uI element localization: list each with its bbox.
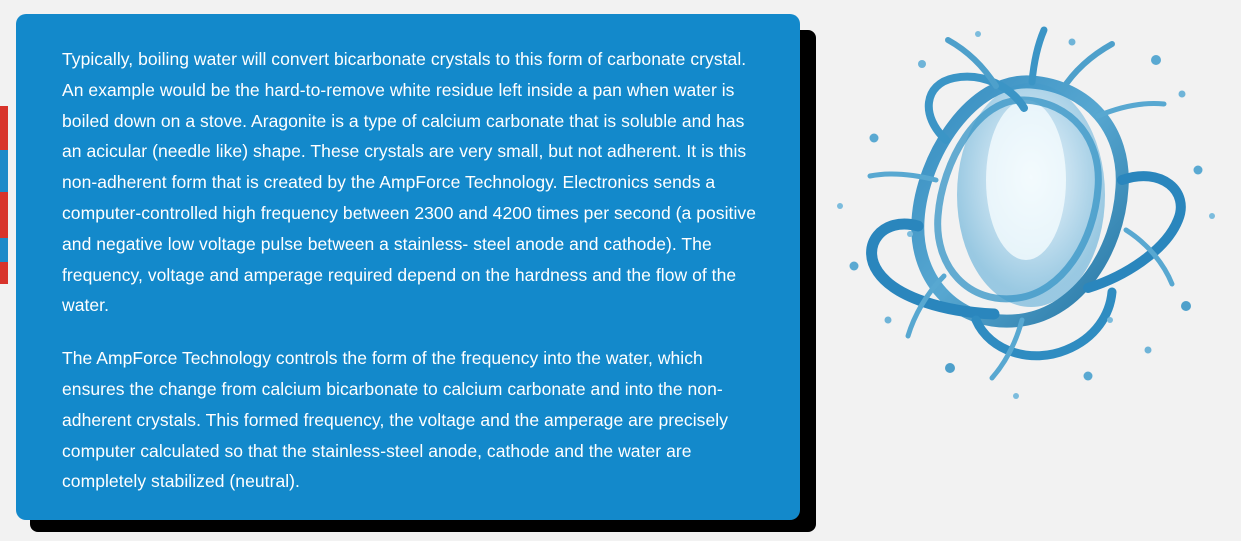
edge-strip-1 <box>0 106 8 150</box>
edge-strip-4 <box>0 238 8 262</box>
edge-strip-5 <box>0 262 8 284</box>
edge-strip-2 <box>0 150 8 192</box>
water-splash-image <box>826 20 1241 420</box>
edge-strip-3 <box>0 192 8 238</box>
illustration-panel <box>816 0 1241 541</box>
paragraph-2: The AmpForce Technology controls the form of the frequency into the water, which ensures the change from calcium bicarbonate to calcium carbonate and into the non-adherent crystals. This formed frequency, the voltage and the amperage are precisely computer calculated so that the stainless-steel anode, cathode and the water are completely stabilized (neutral). <box>62 348 728 492</box>
paragraph-1: Typically, boiling water will convert bicarbonate crystals to this form of carbonate crystal. An example would be the hard-to-remove white residue left inside a pan when water is boiled down on a stove. Aragonite is a type of calcium carbonate that is soluble and has an acicular (needle like) shape. These crystals are very small, but not adherent. It is this non-adherent form that is created by the AmpForce Technology. Electronics sends a computer-controlled high frequency between 2300 and 4200 times per second (a positive and negative low voltage pulse between a stainless- steel anode and cathode). The frequency, voltage and amperage required depend on the hardness and the flow of the water. <box>62 49 756 316</box>
content-card <box>16 14 800 520</box>
left-edge-color-strips <box>0 106 8 284</box>
